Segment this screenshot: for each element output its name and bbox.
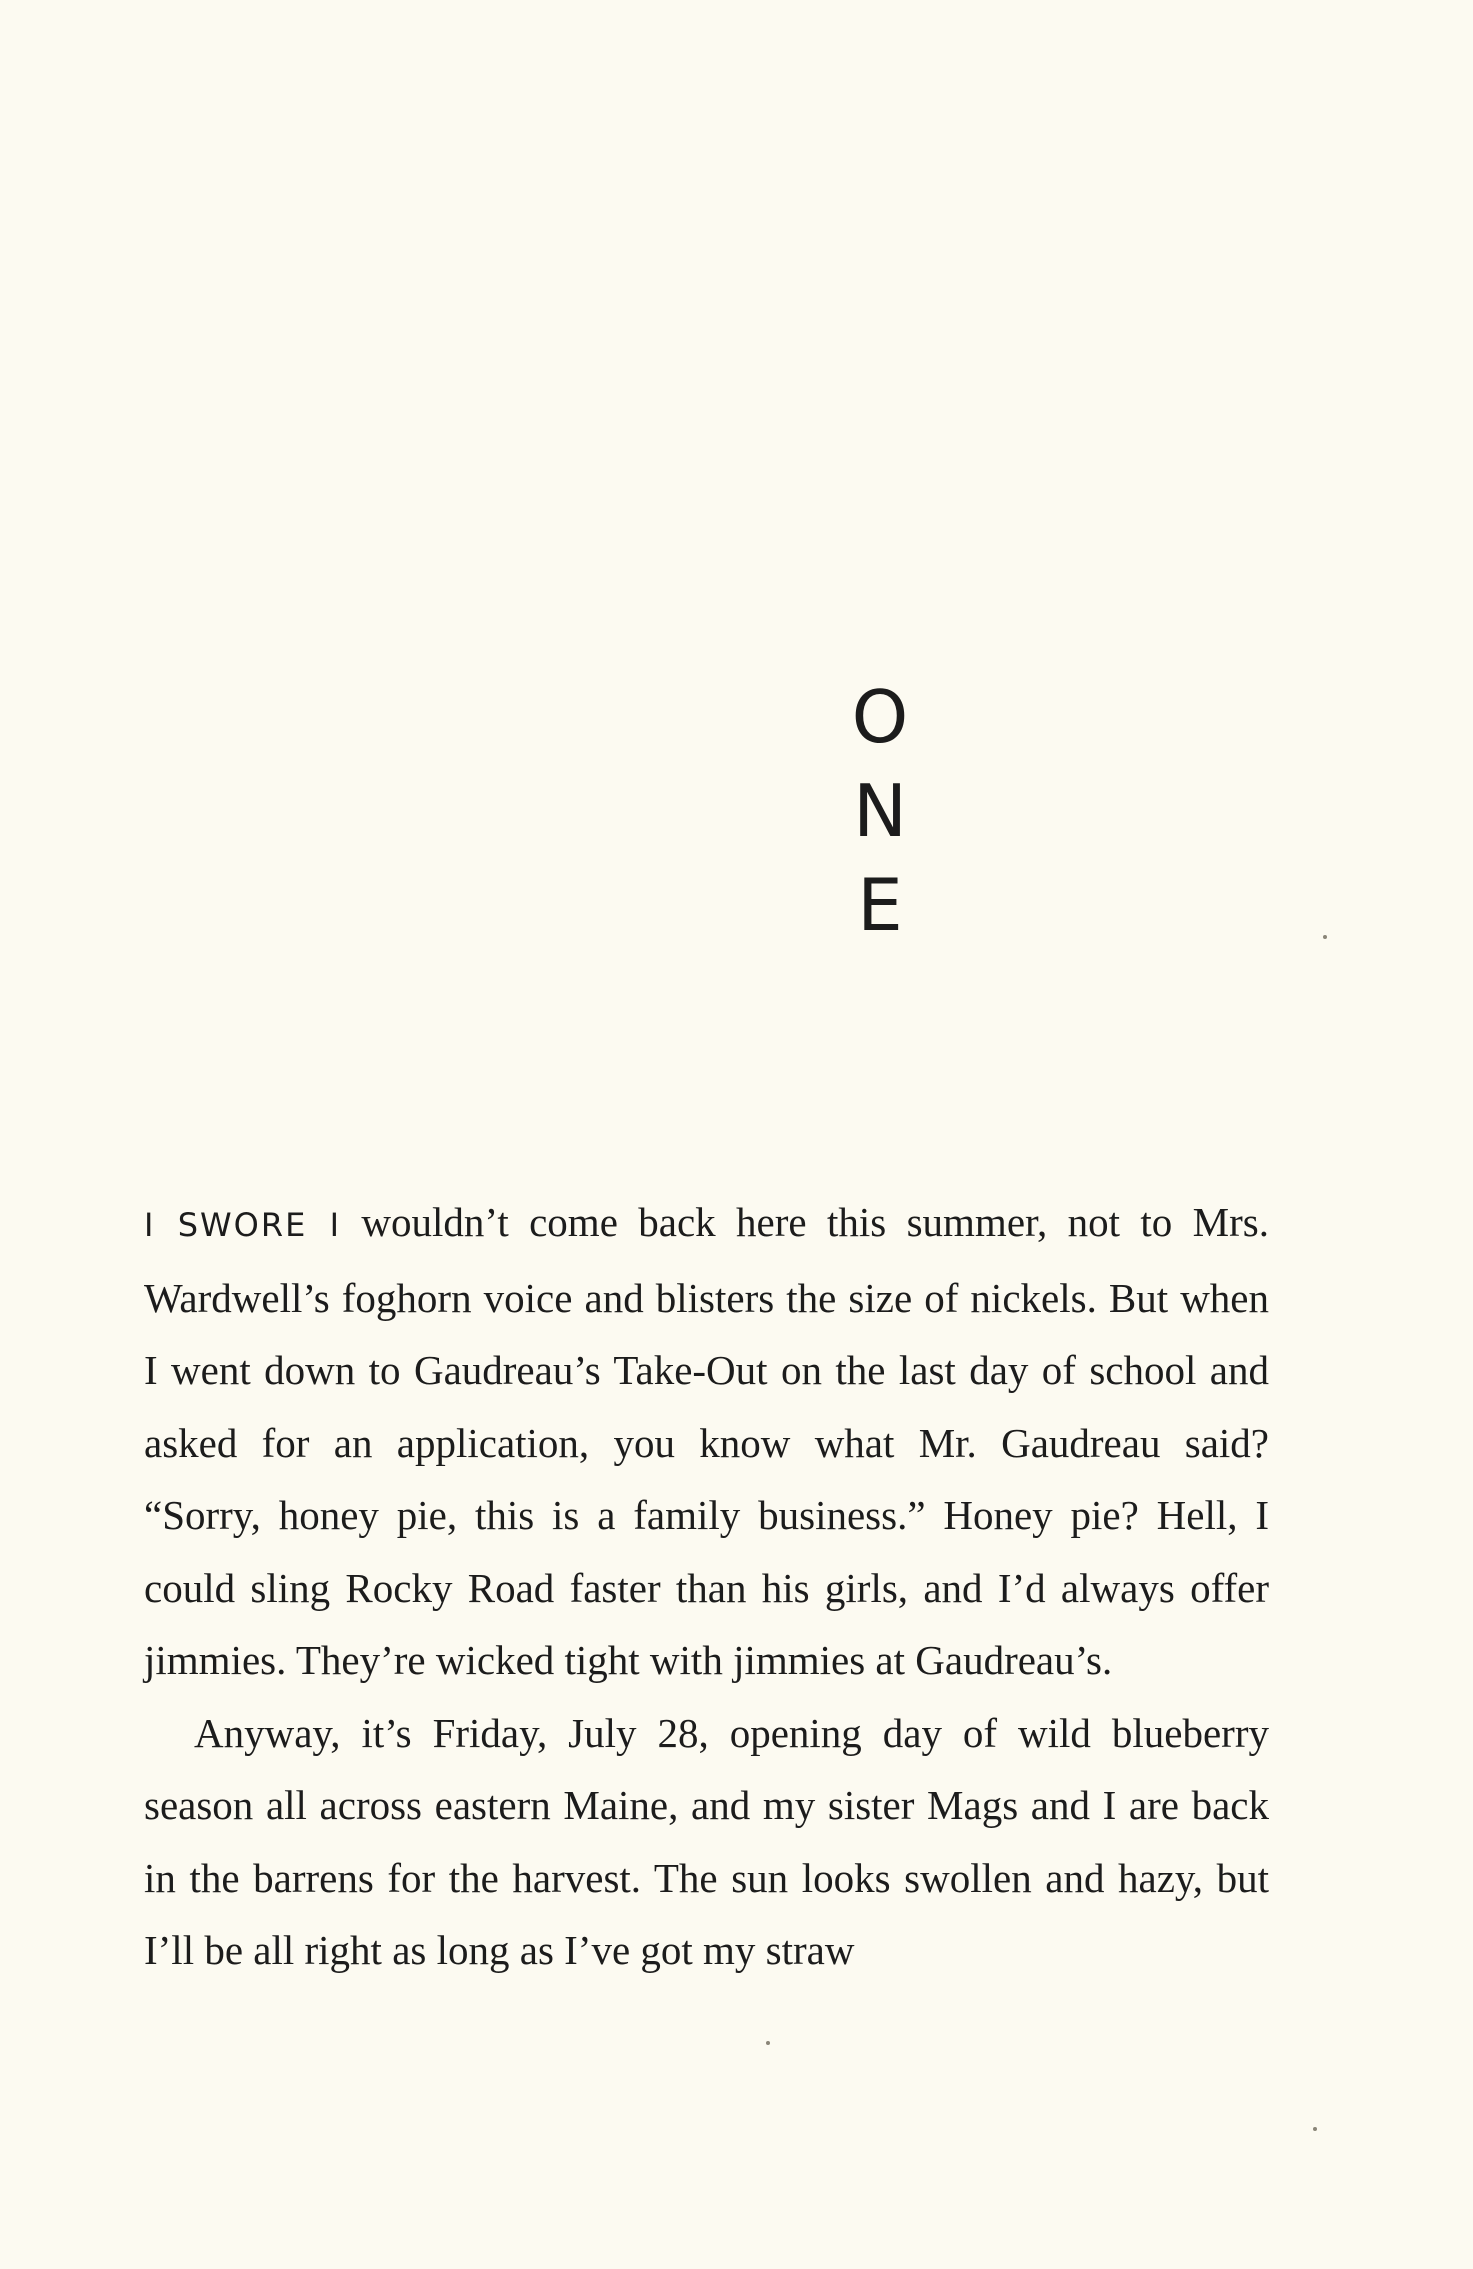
chapter-title-letter: O xyxy=(851,675,909,759)
lead-in: I SWORE I xyxy=(144,1206,342,1244)
paragraph xyxy=(144,1186,1269,1697)
chapter-title xyxy=(850,670,910,952)
chapter-title-letter: N xyxy=(853,769,907,853)
paragraph-text: wouldn’t come back here this summer, not to Mrs. Wardwell’s foghorn voice and blisters the size of nickels. But when I went down to Gaudreau’s Take-Out on the last day of school and asked for an application, you know what Mr. Gaudreau said? “Sorry, honey pie, this is a family business.” Honey pie? Hell, I could sling Rocky Road faster than his girls, and I’d always offer jimmies. They’re wicked tight with jimmies at Gaudreau’s. xyxy=(144,1199,1269,1683)
paragraph-text: Anyway, it’s Friday, July 28, opening day of wild blueberry season all across eastern Maine, and my sister Mags and I are back in the barrens for the harvest. The sun looks swollen and hazy, but I’ll be all right as long as I’ve got my straw xyxy=(144,1709,1269,1973)
chapter-title-letter: E xyxy=(857,863,903,947)
paper-speck xyxy=(1313,2127,1317,2131)
paper-speck xyxy=(1323,935,1327,939)
paragraph xyxy=(144,1697,1269,1987)
body-text xyxy=(144,1186,1269,1987)
paper-speck xyxy=(766,2041,770,2045)
